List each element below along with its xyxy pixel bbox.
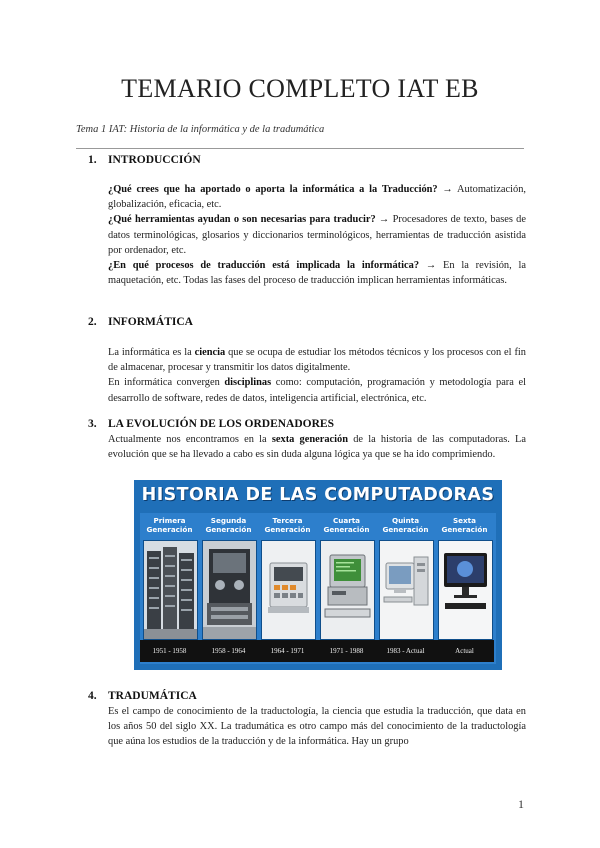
section-heading-evolucion: [88, 418, 334, 430]
text-run: de la historia de las computadoras. La evolución que se ha llevado a cabo es sin duda alguna lógica ya que se ha ido comprimiendo.: [108, 434, 526, 461]
computer-history-figure: [134, 480, 502, 670]
question-paragraph: [108, 212, 526, 258]
emphasis-text: ciencia: [194, 347, 226, 358]
generation-ordinal: Tercera: [272, 516, 303, 525]
transistor-computer-icon: [203, 541, 256, 639]
section-heading-introduccion: [88, 154, 201, 166]
answer-text: En la revisión, la maquetación, etc. Todas las fases del proceso de traducción implican herramientas informáticas.: [108, 260, 526, 287]
question-text: ¿Qué herramientas ayudan o son necesarias para traducir?: [108, 214, 376, 226]
section-number: 2.: [88, 316, 97, 328]
generation-ordinal: Primera: [153, 516, 186, 525]
section-body-tradumatica: [108, 704, 526, 750]
section-number: 4.: [88, 690, 97, 702]
emphasis-text: sexta generación: [271, 434, 349, 445]
header-divider: [76, 148, 524, 149]
generation-date: 1958 - 1964: [199, 640, 258, 662]
section-title: INFORMÁTICA: [108, 316, 193, 328]
personal-computer-icon: [321, 541, 374, 639]
microprocessor-computer-image: [320, 540, 375, 640]
generation-word: Generación: [146, 525, 193, 534]
generation-word: Generación: [323, 525, 370, 534]
body-paragraph: [108, 432, 526, 462]
generation-label: [140, 516, 199, 534]
arrow-icon: →: [425, 260, 437, 272]
generation-word: Generación: [382, 525, 429, 534]
generation-5: [376, 513, 435, 664]
document-subtitle: Tema 1 IAT: Historia de la informática y de la tradumática: [76, 124, 325, 135]
body-paragraph: Es el campo de conocimiento de la traductología, la ciencia que estudia la traducción, que data en los años 50 del siglo XX. La tradumática es otro campo más del conocimiento de la traductología que aúna los estudios de la traducción y de la informática. Hay un grupo: [108, 706, 526, 748]
body-paragraph: [108, 375, 526, 405]
generation-ordinal: Cuarta: [332, 516, 361, 525]
body-paragraph: [108, 345, 526, 375]
generation-label: [376, 516, 435, 534]
section-heading-tradumatica: [88, 690, 197, 702]
section-title: TRADUMÁTICA: [108, 690, 197, 702]
generation-label: [435, 516, 494, 534]
transistor-computer-image: [202, 540, 257, 640]
section-heading-informatica: [88, 316, 193, 328]
question-paragraph: [108, 258, 526, 288]
question-text: ¿Qué crees que ha aportado o aporta la informática a la Traducción?: [108, 184, 438, 195]
question-paragraph: [108, 182, 526, 212]
section-number: 1.: [88, 154, 97, 166]
answer-text: Automatización, globalización, eficacia, etc.: [108, 184, 526, 211]
generation-ordinal: Quinta: [391, 516, 420, 525]
question-text: ¿En qué procesos de traducción está implicada la informática?: [108, 260, 420, 272]
generation-2: [199, 513, 258, 664]
page-number: 1: [518, 797, 524, 811]
text-run: La informática es la: [108, 347, 195, 358]
vacuum-tube-computer-icon: [144, 541, 197, 639]
generation-label: [317, 516, 376, 534]
section-title: LA EVOLUCIÓN DE LOS ORDENADORES: [108, 418, 334, 430]
section-body-introduccion: [108, 182, 526, 288]
text-run: En informática convergen: [108, 377, 225, 389]
section-body-informatica: [108, 345, 526, 406]
arrow-icon: →: [378, 214, 390, 226]
modern-computer-image: [438, 540, 493, 640]
figure-title: HISTORIA DE LAS COMPUTADORAS: [134, 480, 502, 511]
generation-ordinal: Sexta: [453, 516, 476, 525]
generation-word: Generación: [264, 525, 311, 534]
emphasis-text: disciplinas: [224, 377, 272, 389]
generation-label: [258, 516, 317, 534]
desktop-computer-icon: [380, 541, 433, 639]
desktop-computer-image: [379, 540, 434, 640]
flat-screen-computer-icon: [439, 541, 492, 639]
generations-band: [140, 513, 496, 664]
text-run: como: computación, programación y metodología para el desarrollo de software, redes de datos, inteligencia artificial, electrónica, etc.: [108, 377, 526, 404]
document-title: TEMARIO COMPLETO IAT EB: [121, 74, 479, 103]
generation-date: 1983 - Actual: [376, 640, 435, 662]
generation-label: [199, 516, 258, 534]
text-run: que se ocupa de estudiar los métodos técnicos y los procesos con el fin de almacenar, procesar y transmitir los datos digitalmente.: [108, 347, 526, 374]
integrated-circuit-computer-icon: [262, 541, 315, 639]
generation-date: 1964 - 1971: [258, 640, 317, 662]
text-run: Actualmente nos encontramos en la: [108, 434, 272, 445]
answer-text: Procesadores de texto, bases de datos terminológicas, glosarios y diccionarios terminológicos, herramientas de traducción asistida por ordenador, etc.: [108, 214, 526, 256]
section-number: 3.: [88, 418, 97, 430]
generation-3: [258, 513, 317, 664]
section-title: INTRODUCCIÓN: [108, 154, 201, 166]
vacuum-tube-computer-image: [143, 540, 198, 640]
arrow-icon: →: [442, 184, 453, 195]
generation-word: Generación: [205, 525, 252, 534]
generation-date: 1971 - 1988: [317, 640, 376, 662]
generation-date: 1951 - 1958: [140, 640, 199, 662]
generation-date: Actual: [435, 640, 494, 662]
generation-4: [317, 513, 376, 664]
section-body-evolucion: [108, 432, 526, 462]
generation-ordinal: Segunda: [210, 516, 247, 525]
integrated-circuit-computer-image: [261, 540, 316, 640]
generation-6: [435, 513, 494, 664]
generation-1: [140, 513, 199, 664]
generation-word: Generación: [441, 525, 488, 534]
